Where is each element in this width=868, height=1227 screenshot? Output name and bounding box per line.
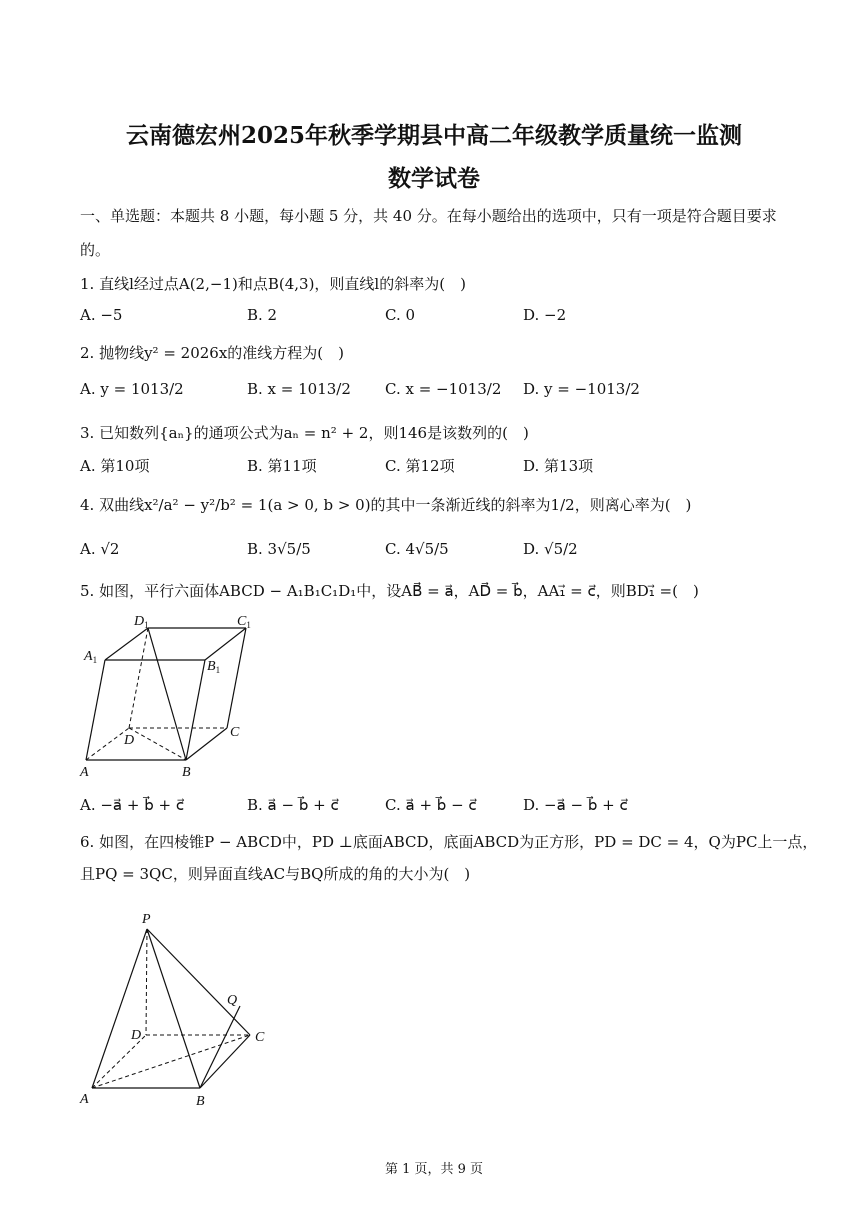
question-5-stem: 5. 如图，平行六面体ABCD − A₁B₁C₁D₁中，设AB⃗ = a⃗，AD⃗ = b⃗，AA₁⃗ = c⃗，则BD₁⃗ =( ) bbox=[80, 582, 699, 600]
pyramid-figure bbox=[70, 905, 290, 1110]
label-a: A bbox=[80, 1092, 89, 1107]
edge-a1d1 bbox=[105, 628, 148, 660]
question-2-stem: 2. 抛物线y² = 2026x的准线方程为( ) bbox=[80, 344, 345, 362]
label-a: A bbox=[80, 765, 89, 780]
q3-option-d: D. 第13项 bbox=[523, 457, 594, 475]
question-1-stem: 1. 直线l经过点A(2,−1)和点B(4,3)，则直线l的斜率为( ) bbox=[80, 275, 466, 293]
edge-aa1 bbox=[86, 660, 105, 760]
label-p: P bbox=[142, 912, 151, 927]
hidden-edge-pd bbox=[146, 929, 147, 1035]
q2-option-d: D. y = −1013/2 bbox=[523, 380, 640, 398]
q4-option-b: B. 3√5/5 bbox=[247, 540, 311, 558]
label-b: B bbox=[196, 1094, 205, 1109]
q3-option-a: A. 第10项 bbox=[80, 457, 150, 475]
edge-pc bbox=[147, 929, 250, 1035]
q1-option-d: D. −2 bbox=[523, 306, 567, 324]
q5-option-b: B. a⃗ − b⃗ + c⃗ bbox=[247, 796, 339, 814]
label-c1: $C_1$ bbox=[237, 614, 251, 630]
q5-option-c: C. a⃗ + b⃗ − c⃗ bbox=[385, 796, 477, 814]
label-d1: $D_1$ bbox=[134, 614, 149, 630]
hidden-edge-ad bbox=[86, 728, 129, 760]
edge-bc bbox=[186, 728, 227, 760]
section-header-cont: 的。 bbox=[80, 241, 111, 259]
question-4-stem: 4. 双曲线x²/a² − y²/b² = 1(a > 0, b > 0)的其中一条渐近线的斜率为1/2，则离心率为( ) bbox=[80, 496, 692, 514]
edge-cc1 bbox=[227, 628, 246, 728]
q4-option-d: D. √5/2 bbox=[523, 540, 578, 558]
hidden-segment-db bbox=[129, 728, 186, 760]
parallelepiped-figure bbox=[70, 608, 270, 783]
label-a1: $A_1$ bbox=[84, 649, 98, 665]
q1-option-c: C. 0 bbox=[385, 306, 416, 324]
page-title: 云南德宏州2025年秋季学期县中高二年级教学质量统一监测 bbox=[125, 122, 742, 149]
edge-bb1 bbox=[186, 660, 205, 760]
q4-option-a: A. √2 bbox=[80, 540, 120, 558]
hidden-segment-ac bbox=[92, 1035, 250, 1088]
segment-bq bbox=[200, 1006, 240, 1088]
segment-bd1 bbox=[148, 628, 186, 760]
label-q: Q bbox=[227, 993, 238, 1008]
label-d: D bbox=[124, 733, 135, 748]
q5-option-d: D. −a⃗ − b⃗ + c⃗ bbox=[523, 796, 628, 814]
page-footer: 第 1 页，共 9 页 bbox=[384, 1162, 484, 1177]
edge-pa bbox=[92, 929, 147, 1088]
label-c: C bbox=[255, 1030, 265, 1045]
q3-option-c: C. 第12项 bbox=[385, 457, 455, 475]
q2-option-a: A. y = 1013/2 bbox=[80, 380, 184, 398]
q2-option-c: C. x = −1013/2 bbox=[385, 380, 502, 398]
q3-option-b: B. 第11项 bbox=[247, 457, 317, 475]
section-header: 一、单选题：本题共 8 小题，每小题 5 分，共 40 分。在每小题给出的选项中，只有一项是符合题目要求 bbox=[80, 207, 777, 225]
edge-pb bbox=[147, 929, 200, 1088]
q4-option-c: C. 4√5/5 bbox=[385, 540, 449, 558]
q5-option-a: A. −a⃗ + b⃗ + c⃗ bbox=[80, 796, 185, 814]
hidden-edge-dd1 bbox=[129, 628, 148, 728]
label-b1: $B_1$ bbox=[207, 659, 221, 675]
question-3-stem: 3. 已知数列{aₙ}的通项公式为aₙ = n² + 2，则146是该数列的( ) bbox=[80, 424, 529, 442]
label-b: B bbox=[182, 765, 191, 780]
label-c: C bbox=[230, 725, 240, 740]
q1-option-a: A. −5 bbox=[80, 306, 123, 324]
q2-option-b: B. x = 1013/2 bbox=[247, 380, 351, 398]
q1-option-b: B. 2 bbox=[247, 306, 278, 324]
page-subtitle: 数学试卷 bbox=[388, 165, 480, 192]
question-6-stem-cont: 且PQ = 3QC，则异面直线AC与BQ所成的角的大小为( ) bbox=[80, 865, 471, 883]
edge-b1c1 bbox=[205, 628, 246, 660]
label-d: D bbox=[131, 1028, 142, 1043]
question-6-stem: 6. 如图，在四棱锥P − ABCD中，PD ⊥底面ABCD，底面ABCD为正方形，PD = DC = 4，Q为PC上一点， bbox=[80, 833, 818, 851]
